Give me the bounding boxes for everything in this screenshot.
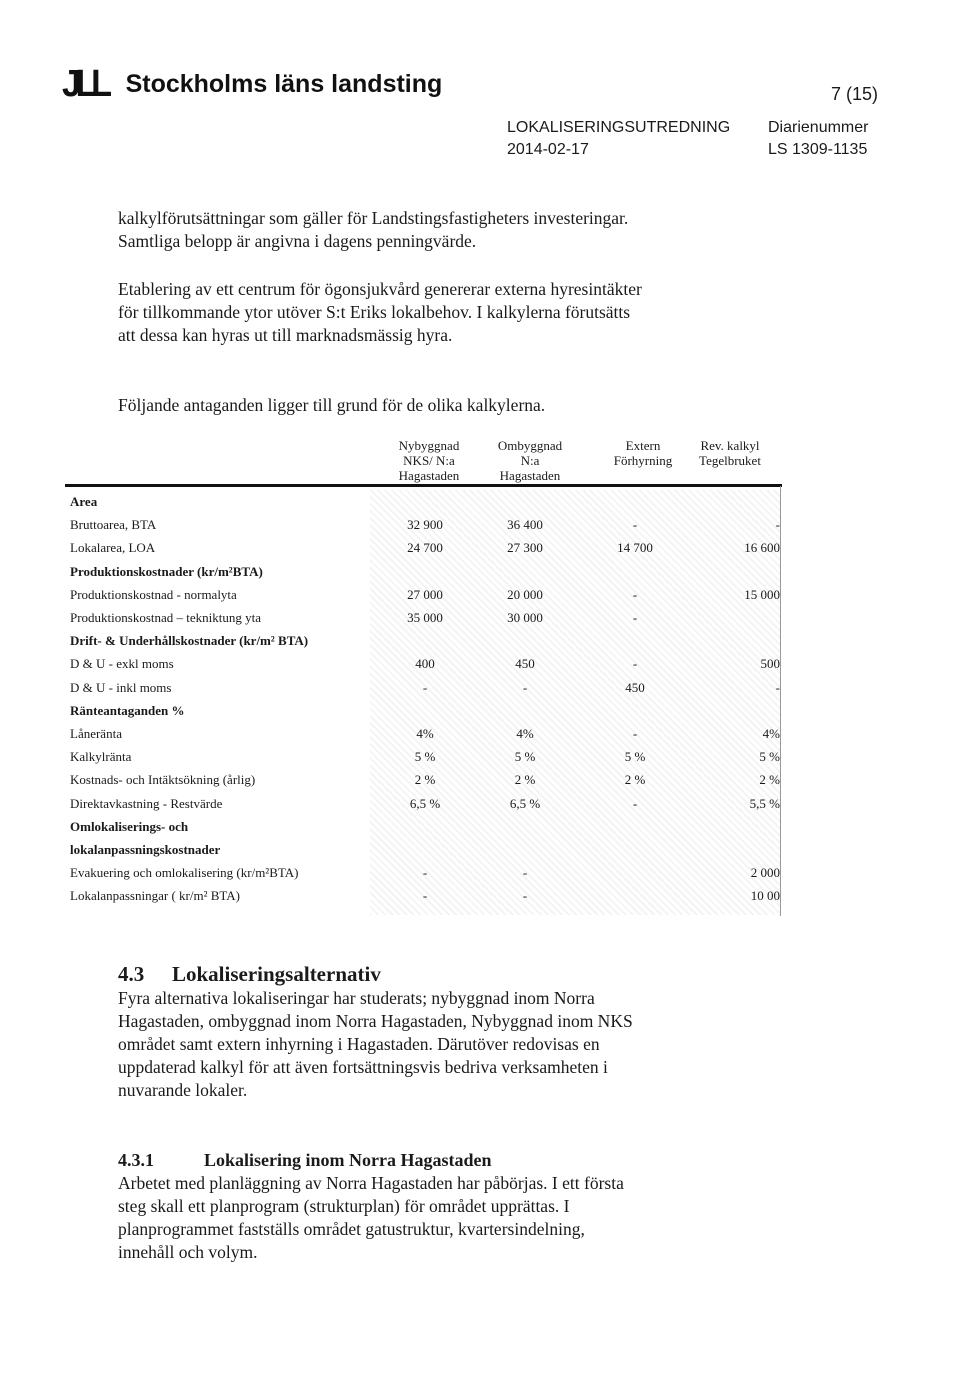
column-header-nybyggnad-nks <box>374 438 484 483</box>
table-row <box>70 536 780 559</box>
table-row <box>70 722 780 745</box>
cell-value: 20 000 <box>507 586 543 602</box>
cell-value: 6,5 % <box>409 795 441 811</box>
column-header-line: Extern <box>625 438 661 453</box>
cell-value: 400 <box>415 656 435 672</box>
row-label: Låneränta <box>70 726 122 741</box>
cell-value: 5 % <box>514 749 536 765</box>
table-row <box>70 815 780 838</box>
row-label: D & U - exkl moms <box>70 656 174 672</box>
cell-value: 4% <box>762 726 780 741</box>
cell-value: - <box>422 679 428 695</box>
table-row <box>70 490 780 513</box>
row-label: Direktavkastning - Restvärde <box>70 795 223 811</box>
doc-meta-right <box>768 117 868 161</box>
text-line: kalkylförutsättningar som gäller för Landstingsfastigheters investeringar. <box>118 208 629 228</box>
row-label: lokalanpassningskostnader <box>70 842 221 857</box>
column-header-line: Hagastaden <box>398 468 460 483</box>
cell-value: - <box>632 795 638 811</box>
text-line: steg skall ett planprogram (strukturplan) för området upprättas. I <box>118 1196 570 1216</box>
row-label: Produktionskostnader (kr/m²BTA) <box>70 563 263 579</box>
cell-value: 5 % <box>624 749 646 765</box>
cell-value: - <box>422 888 428 904</box>
org-name: Stockholms läns landsting <box>125 69 443 98</box>
diary-label: Diarienummer <box>768 119 869 136</box>
cell-value: 36 400 <box>507 517 543 533</box>
cell-value: 16 600 <box>744 540 780 556</box>
section-4-3-1-body <box>118 1172 678 1264</box>
section-4-3-body <box>118 987 718 1102</box>
row-label: Produktionskostnad – tekniktung yta <box>70 610 262 625</box>
cell-value: 30 000 <box>507 610 543 625</box>
cell-value: - <box>522 679 528 695</box>
page-number: 7 (15) <box>830 84 878 104</box>
cell-value: - <box>775 517 780 533</box>
table-row <box>70 884 780 907</box>
cell-value: 32 900 <box>407 517 443 533</box>
cell-value: 500 <box>760 656 780 672</box>
section-number: 4.3 <box>118 962 145 986</box>
row-label: Produktionskostnad - normalyta <box>70 586 237 602</box>
row-label: Drift- & Underhållskostnader (kr/m² BTA) <box>70 633 309 649</box>
row-label: Kostnads- och Intäktsökning (årlig) <box>70 772 256 788</box>
doc-meta-left <box>507 117 730 161</box>
cell-value: 6,5 % <box>509 795 541 811</box>
cell-value: 4% <box>516 726 534 741</box>
column-header-rev-kalkyl <box>665 438 795 468</box>
logo-mark: JLL <box>62 62 107 105</box>
text-line: Arbetet med planläggning av Norra Hagastaden har påbörjas. I ett första <box>118 1173 624 1193</box>
row-label: Area <box>70 494 98 509</box>
row-label: Kalkylränta <box>70 749 132 765</box>
cell-value: 5,5 % <box>749 795 780 811</box>
cell-value: - <box>632 610 638 625</box>
cell-value: 27 000 <box>407 586 443 602</box>
table-row <box>70 583 780 606</box>
text-line: Samtliga belopp är angivna i dagens penningvärde. <box>118 231 477 251</box>
cell-value: - <box>522 888 528 904</box>
column-header-line: N:a <box>520 453 540 468</box>
section-number: 4.3.1 <box>118 1150 154 1170</box>
cell-value: - <box>632 726 638 741</box>
cell-value: - <box>522 865 528 881</box>
cell-value: 2 % <box>624 772 646 788</box>
intro-paragraph-2 <box>118 278 642 347</box>
row-label: Evakuering och omlokalisering (kr/m²BTA) <box>70 865 299 881</box>
cell-value: 2 % <box>759 772 780 788</box>
cell-value: 24 700 <box>407 540 443 556</box>
cell-value: 35 000 <box>407 610 443 625</box>
table-row <box>70 560 780 583</box>
text-line: innehåll och volym. <box>118 1242 258 1262</box>
column-header-ombyggnad <box>475 438 585 483</box>
cell-value: 450 <box>625 679 645 695</box>
row-label: Omlokaliserings- och <box>70 818 189 834</box>
table-row <box>70 676 780 699</box>
table-row <box>70 838 780 861</box>
intro-paragraph-1 <box>118 207 628 253</box>
text-line: Hagastaden, ombyggnad inom Norra Hagastaden, Nybyggnad inom NKS <box>118 1011 633 1031</box>
table-row <box>70 768 780 791</box>
table-intro: Följande antaganden ligger till grund för de olika kalkylerna. <box>118 395 546 415</box>
cell-value: 27 300 <box>507 540 543 556</box>
column-header-line: Hagastaden <box>499 468 561 483</box>
row-label: Lokalanpassningar ( kr/m² BTA) <box>70 888 241 904</box>
cell-value: - <box>775 679 780 695</box>
cell-value: 4% <box>416 726 434 741</box>
text-line: Fyra alternativa lokaliseringar har studerats; nybyggnad inom Norra <box>118 988 595 1008</box>
table-header-rule <box>65 484 782 487</box>
cell-value: 2 % <box>414 772 436 788</box>
row-label: Bruttoarea, BTA <box>70 517 157 533</box>
section-title: Lokalisering inom Norra Hagastaden <box>204 1150 492 1170</box>
doc-date: 2014-02-17 <box>507 141 589 158</box>
cell-value: 10 00 <box>750 888 780 904</box>
text-line: nuvarande lokaler. <box>118 1080 248 1100</box>
section-title: Lokaliseringsalternativ <box>172 962 381 986</box>
row-label: Lokalarea, LOA <box>70 540 156 556</box>
cell-value: - <box>632 656 638 672</box>
column-header-line: Nybyggnad <box>398 438 460 453</box>
text-line: området samt extern inhyrning i Hagastaden. Därutöver redovisas en <box>118 1034 600 1054</box>
table-row <box>70 652 780 675</box>
logo <box>62 62 442 106</box>
column-header-line: Rev. kalkyl <box>700 438 760 453</box>
row-label: Ränteantaganden % <box>70 702 185 718</box>
cell-value: 15 000 <box>744 586 780 602</box>
cell-value: 450 <box>515 656 535 672</box>
cell-value: 2 000 <box>750 865 780 881</box>
doc-type: LOKALISERINGSUTREDNING <box>507 119 731 136</box>
table-row <box>70 745 780 768</box>
text-line: för tillkommande ytor utöver S:t Eriks lokalbehov. I kalkylerna förutsätts <box>118 302 631 322</box>
column-header-line: Förhyrning <box>613 453 673 468</box>
cell-value: - <box>422 865 428 881</box>
table-row <box>70 513 780 536</box>
table-right-rule <box>780 486 781 916</box>
text-line: Etablering av ett centrum för ögonsjukvård genererar externa hyresintäkter <box>118 279 642 299</box>
section-heading-4-3-1 <box>118 1150 492 1171</box>
table-row <box>70 861 780 884</box>
cell-value: - <box>632 586 638 602</box>
table-row <box>70 699 780 722</box>
row-label: D & U - inkl moms <box>70 679 172 695</box>
column-header-line: Tegelbruket <box>699 453 761 468</box>
column-header-line: NKS/ N:a <box>403 453 455 468</box>
column-header-line: Ombyggnad <box>497 438 563 453</box>
table-row <box>70 792 780 815</box>
text-line: uppdaterad kalkyl för att även fortsättningsvis bedriva verksamheten i <box>118 1057 608 1077</box>
cell-value: - <box>632 517 638 533</box>
table-row <box>70 606 780 629</box>
cell-value: 5 % <box>759 749 780 765</box>
section-heading-4-3 <box>118 962 381 987</box>
text-line: planprogrammet fastställs området gatustruktur, kvartersindelning, <box>118 1219 585 1239</box>
diary-number: LS 1309-1135 <box>768 141 868 158</box>
cell-value: 5 % <box>414 749 436 765</box>
table-row <box>70 629 780 652</box>
cell-value: 14 700 <box>617 540 653 556</box>
text-line: att dessa kan hyras ut till marknadsmässig hyra. <box>118 325 453 345</box>
cell-value: 2 % <box>514 772 536 788</box>
